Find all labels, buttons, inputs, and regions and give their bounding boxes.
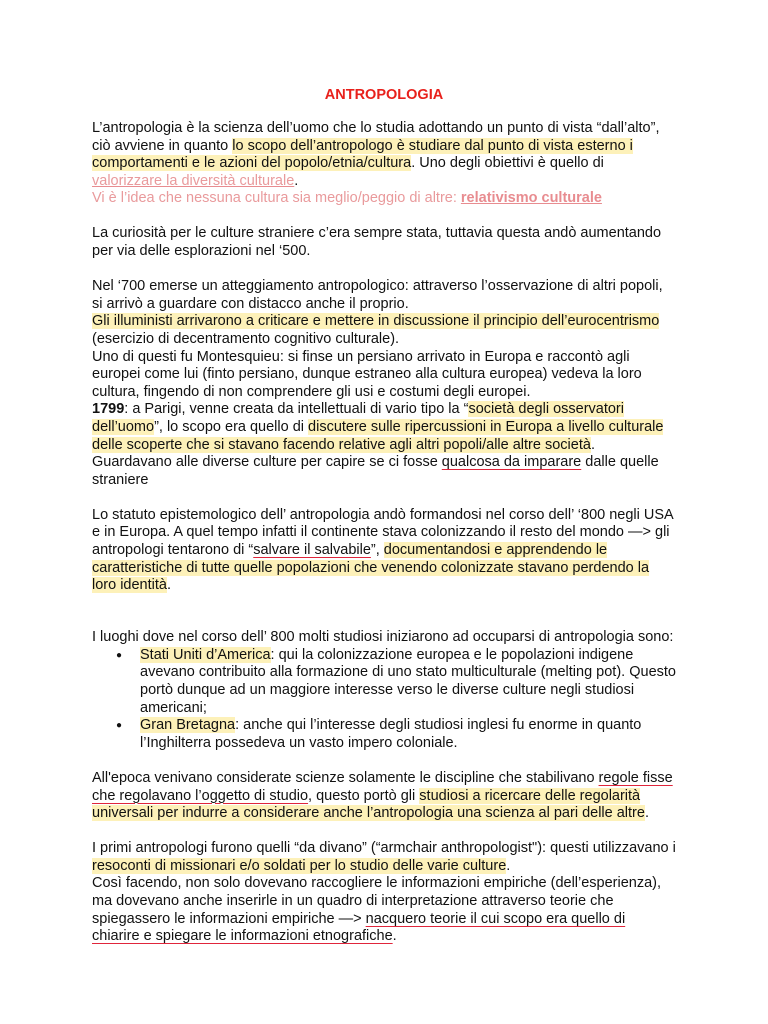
list-intro: I luoghi dove nel corso dell’ 800 molti studiosi iniziarono ad occuparsi di antropologia sono: xyxy=(92,629,674,646)
text-run: , questo portò gli xyxy=(308,787,420,804)
paragraph-statuto xyxy=(92,507,676,595)
list-item xyxy=(140,717,676,752)
highlighted-text: Gli illuministi arrivarono a criticare e mettere in discussione il principio dell’eurocentrismo xyxy=(92,313,660,330)
underlined-text: regole fisse che regolavano l’oggetto di studio xyxy=(92,769,673,804)
paragraph-scienze xyxy=(92,770,676,823)
pink-underlined-text: valorizzare la diversità culturale xyxy=(92,172,295,189)
text-run: : a Parigi, venne creata da intellettuali di vario tipo la “ xyxy=(124,401,469,418)
text-run: . xyxy=(644,805,649,822)
text-run: Nel ‘700 emerse un atteggiamento antropologico: attraverso l’osservazione di altri popoli, si arrivò a guardare con distacco anche il proprio. xyxy=(92,278,663,312)
text-run: Lo statuto epistemologico dell’ antropologia andò formandosi nel corso dell’ ‘800 negli USA e in Europa. A quel tempo infatti il continente stava colonizzando il resto del mondo —> gli antropologi tentarono di “ xyxy=(92,506,673,558)
highlighted-text: resoconti di missionari e/o soldati per lo studio delle varie culture xyxy=(92,857,507,874)
text-run: ”, xyxy=(370,541,384,558)
highlighted-text: Gran Bretagna xyxy=(140,717,236,734)
text-run: I primi antropologi furono quelli “da divano” (“armchair anthropologist"): questi utilizzavano i xyxy=(92,840,676,857)
list-item xyxy=(140,647,676,717)
text-run: Così facendo, non solo dovevano raccogliere le informazioni empiriche (dell’esperienza), ma dovevano anche inserirle in un quadro di interpretazione attraverso teorie che spiegassero le informazioni empiriche —> xyxy=(92,875,662,927)
highlighted-text: società degli osservatori dell’uomo xyxy=(92,401,624,435)
text-run: . xyxy=(392,928,397,945)
highlighted-text: documentandosi e apprendendo le caratteristiche di tutte quelle popolazioni che venendo colonizzate stavano perdendo la loro identità xyxy=(92,541,650,594)
spacer xyxy=(92,612,676,629)
paragraph-curiosity: La curiosità per le culture straniere c’era sempre stata, tuttavia questa andò aumentando per via delle esplorazioni nel ‘500. xyxy=(92,225,662,260)
underlined-text: salvare il salvabile xyxy=(253,541,371,558)
paragraph-luoghi xyxy=(92,629,676,752)
text-run: . xyxy=(506,857,511,874)
paragraph-700 xyxy=(92,278,676,489)
text-run: . xyxy=(166,577,171,594)
underlined-text: nacquero teorie il cui scopo era quello di chiarire e spiegare le informazioni etnografiche xyxy=(92,910,626,945)
text-run: All'epoca venivano considerate scienze solamente le discipline che stabilivano xyxy=(92,769,599,786)
highlighted-text: studiosi a ricercare delle regolarità universali per indurre a considerare anche l’antropologia una scienza al pari delle altre xyxy=(92,787,645,822)
text-run: Uno di questi fu Montesquieu: si finse un persiano arrivato in Europa e raccontò agli europei come lui (finto persiano, dunque estraneo alla cultura europea) vedeva la loro cultura, fingendo di non comprendere gli usi e costumi degli europei. xyxy=(92,348,642,400)
text-run: (esercizio di decentramento cognitivo culturale). xyxy=(92,330,400,347)
relativismo-culturale-term: relativismo culturale xyxy=(460,190,602,207)
text-run: . xyxy=(294,172,299,189)
text-run: . Guardavano alle diverse culture per capire se ci fosse xyxy=(92,436,595,471)
text-run: : qui la colonizzazione europea e le popolazioni indigene avevano contribuito alla formazione di uno stato multiculturale (melting pot). Questo portò dunque ad un maggiore interesse verso le diverse culture negli studiosi americani; xyxy=(140,646,676,716)
underlined-text: qualcosa da imparare xyxy=(441,454,582,471)
pink-text: Vi è l’idea che nessuna cultura sia meglio/peggio di altre: xyxy=(92,190,461,207)
text-run: : anche qui l’interesse degli studiosi inglesi fu enorme in quanto l’Inghilterra possedeva un vasto impero coloniale. xyxy=(140,717,642,751)
text-run: . Uno degli obiettivi è quello di xyxy=(411,155,604,172)
highlighted-text: Stati Uniti d’America xyxy=(140,646,271,663)
document-title: ANTROPOLOGIA xyxy=(324,87,444,103)
highlighted-text: lo scopo dell’antropologo è studiare dal punto di vista esterno i comportamenti e le azioni del popolo/etnia/cultura xyxy=(92,137,633,172)
text-run: ”, lo scopo era quello di xyxy=(154,418,309,435)
highlighted-text: discutere sulle ripercussioni in Europa a livello culturale delle scoperte che si stavano facendo relative agli altri popoli/alle altre società xyxy=(92,418,664,453)
year-1799: 1799 xyxy=(92,401,125,418)
paragraph-definition xyxy=(92,120,676,208)
text-run: L’antropologia è la scienza dell’uomo che lo studia adottando un punto di vista “dall’alto”, ciò avviene in quanto xyxy=(92,120,660,154)
text-run: dalle quelle straniere xyxy=(92,454,659,488)
places-list xyxy=(92,647,676,753)
paragraph-armchair xyxy=(92,840,676,946)
